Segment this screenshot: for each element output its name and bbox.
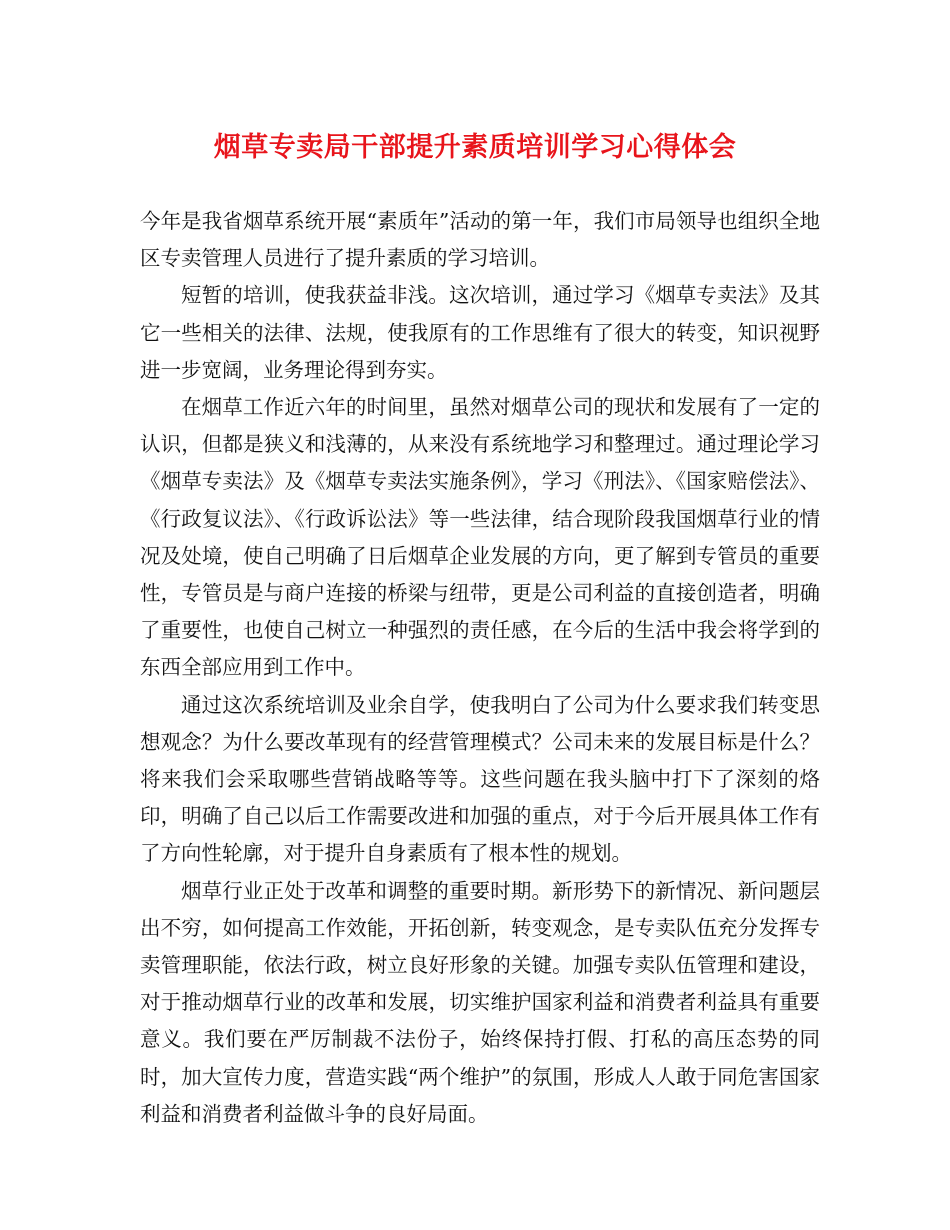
paragraph: 短暂的培训，使我获益非浅。这次培训，通过学习《烟草专卖法》及其它一些相关的法律、法规，使我原有的工作思维有了很大的转变，知识视野进一步宽阔，业务理论得到夯实。	[140, 283, 820, 382]
paragraph: 烟草行业正处于改革和调整的重要时期。新形势下的新情况、新问题层出不穷，如何提高工作效能，开拓创新，转变观念，是专卖队伍充分发挥专卖管理职能，依法行政，树立良好形象的关键。加强专卖队伍管理和建设，对于推动烟草行业的改革和发展，切实维护国家利益和消费者利益具有重要意义。我们要在严厉制裁不法份子，始终保持打假、打私的高压态势的同时，加大宣传力度，营造实践“两个维护”的氛围，形成人人敢于同危害国家利益和消费者利益做斗争的良好局面。	[140, 878, 820, 1126]
document-body	[140, 203, 820, 1133]
paragraph: 今年是我省烟草系统开展“素质年”活动的第一年，我们市局领导也组织全地区专卖管理人员进行了提升素质的学习培训。	[140, 209, 820, 271]
paragraph: 在烟草工作近六年的时间里，虽然对烟草公司的现状和发展有了一定的认识，但都是狭义和浅薄的，从来没有系统地学习和整理过。通过理论学习《烟草专卖法》及《烟草专卖法实施条例》，学习《刑法》、《国家赔偿法》、《行政复议法》、《行政诉讼法》等一些法律，结合现阶段我国烟草行业的情况及处境，使自己明确了日后烟草企业发展的方向，更了解到专管员的重要性，专管员是与商户连接的桥梁与纽带，更是公司利益的直接创造者，明确了重要性，也使自己树立一种强烈的责任感，在今后的生活中我会将学到的东西全部应用到工作中。	[140, 395, 820, 680]
paragraph: 通过这次系统培训及业余自学，使我明白了公司为什么要求我们转变思想观念？为什么要改革现有的经营管理模式？公司未来的发展目标是什么？将来我们会采取哪些营销战略等等。这些问题在我头脑中打下了深刻的烙印，明确了自己以后工作需要改进和加强的重点，对于今后开展具体工作有了方向性轮廓，对于提升自身素质有了根本性的规划。	[140, 692, 820, 866]
document-title: 烟草专卖局干部提升素质培训学习心得体会	[213, 132, 737, 163]
